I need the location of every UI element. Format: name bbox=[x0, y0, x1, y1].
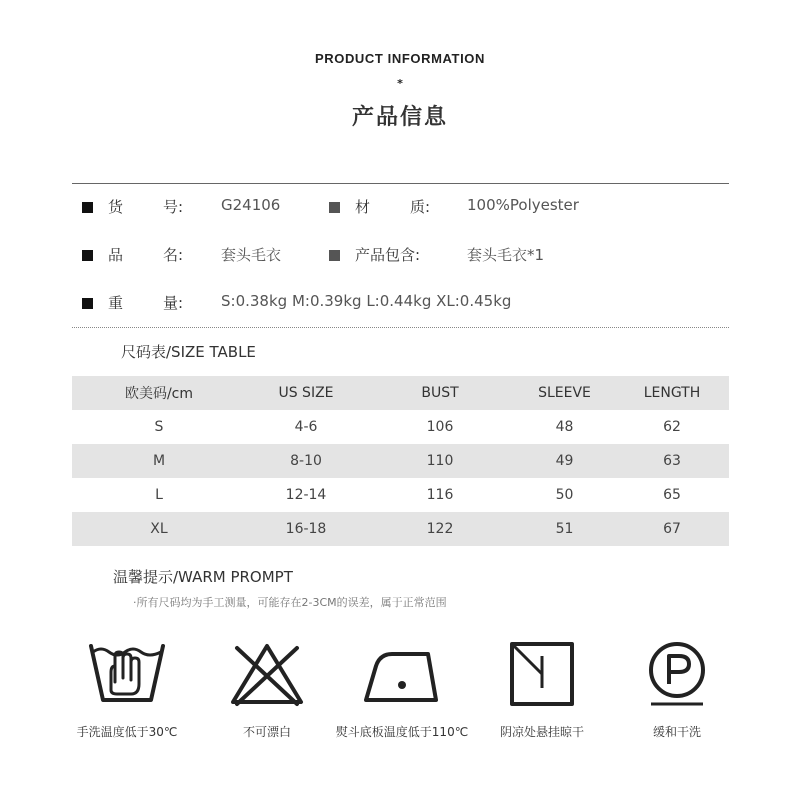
table-header-cell: LENGTH bbox=[615, 376, 729, 410]
care-label-hand-wash: 手洗温度低于30℃ bbox=[76, 725, 178, 739]
table-cell: 122 bbox=[366, 512, 514, 546]
table-row bbox=[72, 478, 729, 512]
table-header-cell: US SIZE bbox=[246, 376, 366, 410]
divider-dotted bbox=[72, 327, 729, 328]
warm-prompt-note: ·所有尺码均为手工测量，可能存在2-3CM的误差，属于正常范围 bbox=[133, 596, 447, 609]
size-table bbox=[72, 376, 729, 546]
table-cell: 50 bbox=[555, 487, 574, 503]
table-cell: 51 bbox=[514, 512, 615, 546]
table-header-cell: SLEEVE bbox=[514, 376, 615, 410]
care-label-dry-clean: 缓和干洗 bbox=[652, 725, 701, 739]
table-cell: 116 bbox=[426, 487, 454, 503]
table-cell: 62 bbox=[663, 419, 681, 435]
info-row-weight bbox=[0, 292, 800, 316]
hand-wash-icon bbox=[87, 638, 167, 708]
table-cell: 106 bbox=[426, 419, 454, 435]
table-cell: 12-14 bbox=[285, 487, 327, 503]
bullet-square-icon bbox=[329, 250, 340, 261]
line-dry-shade-icon bbox=[502, 638, 582, 708]
dry-clean-p-icon bbox=[637, 638, 717, 708]
sku-value: G24106 bbox=[221, 196, 281, 214]
care-label-line-dry: 阴凉处悬挂晾干 bbox=[499, 725, 584, 739]
care-label-no-bleach: 不可漂白 bbox=[242, 725, 291, 739]
table-cell: S bbox=[154, 419, 164, 435]
table-cell: 67 bbox=[615, 512, 729, 546]
weight-label: 重 量: bbox=[108, 294, 183, 312]
table-cell: 65 bbox=[663, 487, 681, 503]
warm-prompt-title: 温馨提示/WARM PROMPT bbox=[113, 568, 293, 586]
weight-value: S:0.38kg M:0.39kg L:0.44kg XL:0.45kg bbox=[221, 292, 512, 310]
table-cell: 48 bbox=[555, 419, 574, 435]
material-label: 材 质: bbox=[355, 198, 430, 216]
section-title-en: PRODUCT INFORMATION bbox=[314, 51, 486, 66]
info-row-name-package bbox=[0, 244, 800, 268]
package-label: 产品包含: bbox=[355, 246, 421, 264]
size-table-title: 尺码表/SIZE TABLE bbox=[121, 343, 256, 361]
table-cell: M bbox=[72, 444, 246, 478]
table-header-row bbox=[72, 376, 729, 410]
divider-solid bbox=[72, 183, 729, 184]
bullet-square-icon bbox=[329, 202, 340, 213]
table-cell: L bbox=[155, 487, 163, 503]
table-cell: 63 bbox=[615, 444, 729, 478]
bullet-square-icon bbox=[82, 250, 93, 261]
package-value: 套头毛衣*1 bbox=[467, 246, 545, 264]
table-row bbox=[72, 512, 729, 546]
table-cell: 110 bbox=[366, 444, 514, 478]
table-row bbox=[72, 444, 729, 478]
name-label: 品 名: bbox=[108, 246, 183, 264]
table-cell: 4-6 bbox=[294, 419, 318, 435]
title-star: * bbox=[397, 77, 403, 90]
table-cell: XL bbox=[72, 512, 246, 546]
table-cell: 16-18 bbox=[246, 512, 366, 546]
bullet-square-icon bbox=[82, 298, 93, 309]
iron-low-icon bbox=[362, 638, 442, 708]
info-row-sku-material bbox=[0, 196, 800, 220]
table-cell: 49 bbox=[514, 444, 615, 478]
table-header-cell: 欧美码/cm bbox=[72, 376, 246, 410]
table-cell: 8-10 bbox=[246, 444, 366, 478]
care-label-iron: 熨斗底板温度低于110℃ bbox=[335, 725, 469, 739]
table-header-cell: BUST bbox=[366, 376, 514, 410]
sku-label: 货 号: bbox=[108, 198, 183, 216]
name-value: 套头毛衣 bbox=[221, 246, 282, 264]
section-title-zh: 产品信息 bbox=[351, 105, 448, 130]
bullet-square-icon bbox=[82, 202, 93, 213]
no-bleach-icon bbox=[227, 638, 307, 708]
material-value: 100%Polyester bbox=[467, 196, 579, 214]
table-row bbox=[72, 410, 729, 444]
